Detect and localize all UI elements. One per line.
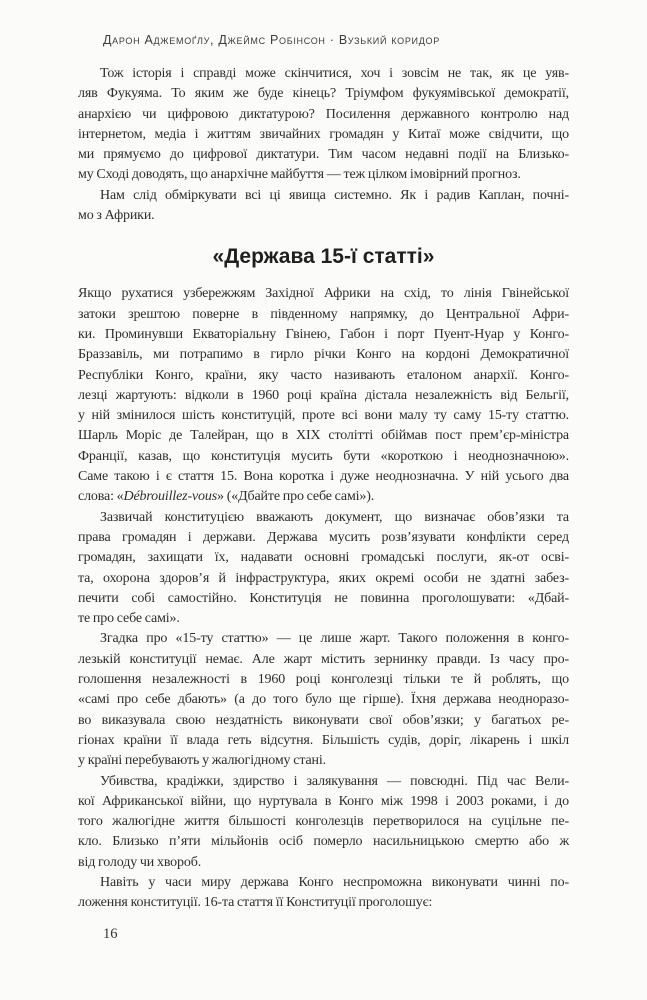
text-line: кої Африканської війни, що нуртувала в Конго між 1998 і 2003 роками, і до [78,793,569,809]
paragraph [78,772,569,873]
page-number: 16 [103,926,118,942]
section-heading: «Держава 15-ї статті» [212,245,435,269]
text-line: кло. Близько п’яти мільйонів осіб померло насильницькою смертю або ж [78,834,569,850]
text-line: печити собі самостійно. Конституція не повинна проголошувати: «Дбай- [78,590,569,606]
text-line: лезці жартують: відколи в 1960 році країна дістала незалежність від Бельгії, [78,387,569,403]
text-line: у країні перебувають у жалюгідному стані. [78,753,326,769]
text-line: те про себе самі». [78,611,180,627]
text-line: му Сході доводять, що анархічне майбуття — теж цілком імовірний прогноз. [78,167,521,183]
text-line: Саме такою і є стаття 15. Вона коротка і дуже неоднозначна. У ній усього два [78,469,569,485]
text-line: мо з Африки. [78,208,155,224]
text-line: ляв Фукуяма. То яким же буде кінець? Тріумфом фукуямівської демократії, [78,86,569,102]
text-line: слова: «Débrouillez-vous» («Дбайте про себе самі»). [78,489,375,505]
text-line: затоки зрештою поверне в південному напрямку, до Центральної Афри- [78,306,569,322]
text-line: Якщо рухатися узбережжям Західної Африки на схід, то лінія Гвінейської [78,286,569,302]
text-line: гіонах країни її влада геть відсутня. Більшість судів, доріг, лікарень і шкіл [78,732,569,748]
text-line: Шарль Моріс де Талейран, що в XIX столітті обіймав пост прем’єр-міністра [78,428,569,444]
text-line: лезькій конституції немає. Але жарт містить зернинку правди. Із часу про- [78,651,569,667]
paragraph [78,873,569,914]
text-line: права громадян і держави. Держава мусить розв’язувати конфлікти серед [78,529,569,545]
text-line: «самі про себе дбають» (а до того було ще гірше). Їхня держава неодноразо- [78,692,569,708]
paragraph [78,64,569,186]
text-line: інтернетом, медіа і життям звичайних громадян у Китаї може свідчити, що [78,126,569,142]
text-line: громадян, захищати їх, надавати основні громадські послуги, як-от осві- [78,550,569,566]
paragraph [78,186,569,227]
paragraph [78,629,569,771]
text-line: Тож історія і справді може скінчитися, хоч і зовсім не так, як це уяв- [100,66,569,81]
text-line: ложення конституції. 16-та стаття її Конституції проголошує: [78,895,433,911]
text-line: Навіть у часи миру держава Конго неспроможна виконувати чинні по- [100,874,569,890]
text-line: та, охорона здоров’я й інфраструктура, яких окремі особи не здатні забез- [78,570,569,586]
text-line: Франції, казав, що конституція мусить бути «короткою і неоднозначною». [78,448,569,464]
text-line: того жалюгідне життя більшості конголезців перетворилося на суцільне пе- [78,814,569,830]
paragraph [78,508,569,630]
text-line: у ній змінилося шість конституцій, проте всі вони малу ту саму 15-ту статтю. [78,408,569,424]
text-line: Республіки Конго, країни, яку часто називають еталоном анархії. Конго- [78,367,569,383]
text-line: Згадка про «15-ту статтю» — це лише жарт. Такого положення в конго- [100,631,569,647]
text-line: анархією чи цифровою диктатурою? Посилення державного контролю над [78,106,569,122]
page-body [78,64,569,914]
text-line: Убивства, крадіжки, здирство і залякування — повсюдні. Під час Вели- [100,773,569,789]
text-line: ми прямуємо до цифрової диктатури. Тим часом недавні події на Близько- [78,147,569,163]
text-line: во виказувала свою нездатність виконувати свої обов’язки; у багатьох ре- [78,712,569,728]
text-line: голошення незалежності в 1960 році конголезці тільки те й роблять, що [78,672,569,688]
text-line: Нам слід обміркувати всі ці явища системно. Як і радив Каплан, почні- [100,187,569,203]
paragraph [78,284,569,507]
text-line: від голоду чи хвороб. [78,854,202,870]
running-header: Дарон Аджемоґлу, Джеймс Робінсон · Вузький коридор [103,33,440,47]
text-line: ки. Проминувши Екваторіальну Гвінею, Габон і порт Пуент-Нуар у Конго- [78,326,569,342]
text-line: Браззавіль, ми потрапимо в гирло річки Конго на кордоні Демократичної [78,347,569,363]
text-line: Зазвичай конституцією вважають документ, що визначає обов’язки та [100,509,569,525]
